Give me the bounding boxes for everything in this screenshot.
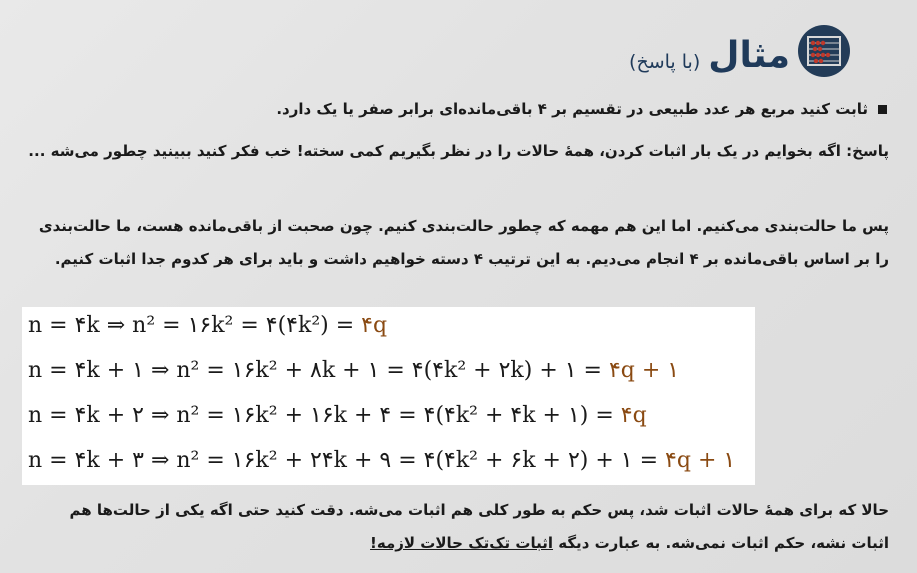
math-panel [22, 307, 755, 485]
math-result: ۴q + ۱ [608, 358, 680, 383]
math-case-0 [28, 313, 387, 338]
conclusion-emphasis: اثبات تک‌تک حالات لازمه! [370, 534, 554, 552]
math-result: ۴q [361, 313, 388, 338]
title-main: مثال [708, 35, 790, 76]
math-result: ۴q [620, 403, 647, 428]
conclusion-paragraph [28, 494, 889, 560]
slide-title [629, 34, 790, 78]
math-expression: n = ۴k + ۳ ⇒ n² = ۱۶k² + ۲۴k + ۹ = ۴(۴k² + ۶k + ۲) + ۱ = [28, 448, 666, 473]
abacus-logo-icon [798, 25, 850, 77]
math-expression: n = ۴k ⇒ n² = ۱۶k² = ۴(۴k²) = [28, 313, 362, 338]
math-expression: n = ۴k + ۲ ⇒ n² = ۱۶k² + ۱۶k + ۴ = ۴(۴k² + ۴k + ۱) = [28, 403, 621, 428]
question-line [40, 100, 887, 118]
body-paragraph: پس ما حالت‌بندی می‌کنیم. اما این هم مهمه که چطور حالت‌بندی کنیم. چون صحبت از باقی‌مانده هست، ما حالت‌بندی را بر اساس باقی‌مانده بر ۴ انجام می‌دیم. به این ترتیب ۴ دسته خواهیم داشت و باید برای هر کدوم جدا اثبات کنیم. [38, 217, 889, 268]
math-case-2 [28, 403, 647, 428]
square-bullet-icon [878, 105, 887, 114]
math-result: ۴q + ۱ [665, 448, 736, 473]
math-expression: n = ۴k + ۱ ⇒ n² = ۱۶k² + ۸k + ۱ = ۴(۴k² + ۲k) + ۱ = [28, 358, 609, 383]
conclusion-text: حالا که برای همهٔ حالات اثبات شد، پس حکم به طور کلی هم اثبات می‌شه. دقت کنید حتی اگه یکی از حالت‌ها هم اثبات نشه، حکم اثبات نمی‌شه. به عبارت دیگه [69, 501, 889, 552]
math-case-3 [28, 448, 735, 473]
question-text: ثابت کنید مربع هر عدد طبیعی در تقسیم بر ۴ باقی‌مانده‌ای برابر صفر یا یک دارد. [276, 100, 868, 118]
answer-text: پاسخ: اگه بخوایم در یک بار اثبات کردن، همهٔ حالات را در نظر بگیریم کمی سخته! خب فکر کنید ببینید چطور می‌شه ... [28, 142, 889, 160]
title-subtitle: (با پاسخ) [629, 51, 701, 73]
math-case-1 [28, 358, 679, 383]
